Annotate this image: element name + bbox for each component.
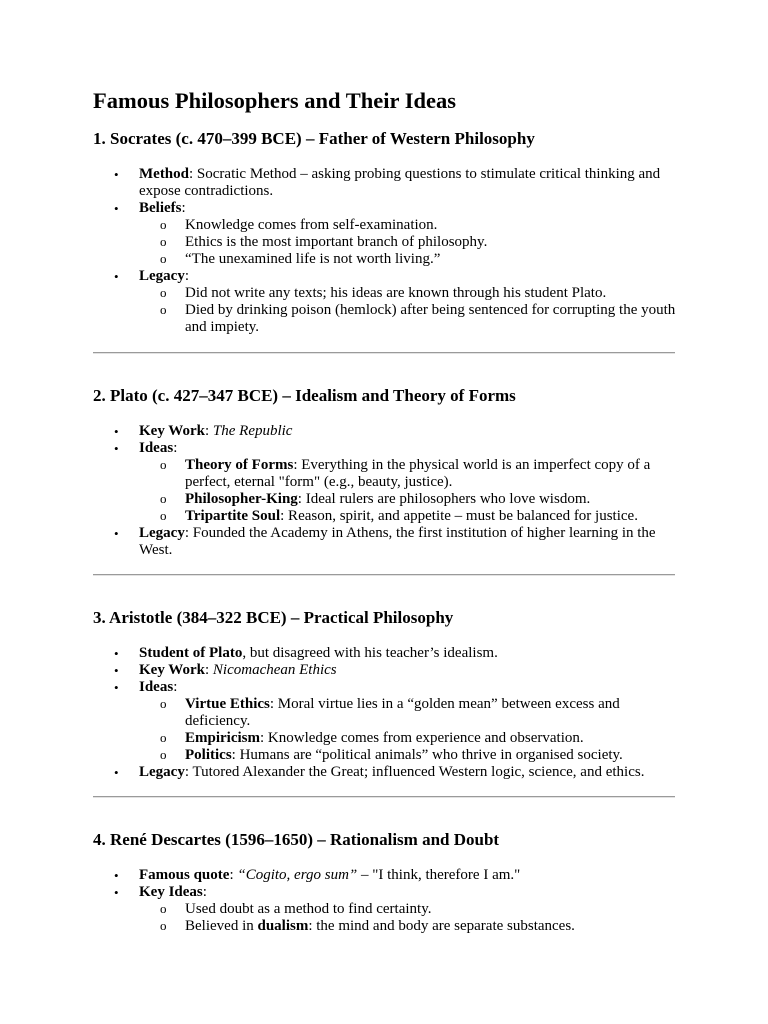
item-label: Famous quote [139, 867, 230, 883]
item-label: Key Ideas [139, 884, 203, 900]
sub-list-item [138, 302, 683, 336]
list-item [93, 645, 683, 662]
list-item [93, 525, 683, 559]
item-text: : [173, 440, 178, 456]
list-item [93, 764, 683, 781]
section-heading-socrates: 1. Socrates (c. 470–399 BCE) – Father of Western Philosophy [93, 129, 535, 148]
item-text: , but disagreed with his teacher’s idealism. [242, 645, 498, 661]
item-text: : Reason, spirit, and appetite – must be balanced for justice. [280, 508, 638, 524]
sub-list-item [138, 457, 683, 491]
section-divider [93, 352, 675, 354]
sub-list-item [138, 901, 683, 918]
item-label: Virtue Ethics [185, 696, 270, 712]
page-title: Famous Philosophers and Their Ideas [93, 88, 456, 113]
item-label: Tripartite Soul [185, 508, 281, 524]
item-text: : [184, 268, 189, 284]
item-text: Ethics is the most important branch of philosophy. [185, 234, 488, 250]
sub-list-item [138, 491, 683, 508]
item-text: Believed in [185, 918, 258, 934]
work-title: Nicomachean Ethics [212, 662, 337, 678]
item-text: : Socratic Method – asking probing questions to stimulate critical thinking and expose contradictions. [139, 166, 661, 199]
list-item [93, 268, 683, 336]
sub-list-item [138, 285, 683, 302]
item-text: – "I think, therefore I am." [357, 867, 521, 883]
sub-list-item [138, 508, 683, 525]
list-item [93, 166, 683, 200]
work-title: The Republic [212, 423, 293, 439]
item-text: : Knowledge comes from experience and observation. [260, 730, 584, 746]
item-text: Did not write any texts; his ideas are known through his student Plato. [185, 285, 607, 301]
section-heading-plato: 2. Plato (c. 427–347 BCE) – Idealism and Theory of Forms [93, 386, 516, 405]
item-label: Politics [185, 747, 232, 763]
section-list-descartes [93, 867, 683, 935]
item-label: Beliefs [139, 200, 182, 216]
item-label: Ideas [139, 679, 174, 695]
item-text: : [173, 679, 178, 695]
list-item [93, 423, 683, 440]
quote-text: “Cogito, ergo sum” [237, 867, 358, 883]
item-text: : [202, 884, 207, 900]
item-text: Knowledge comes from self-examination. [185, 217, 438, 233]
item-text: : Founded the Academy in Athens, the first institution of higher learning in the West. [139, 525, 656, 558]
item-text: : Moral virtue lies in a “golden mean” between excess and deficiency. [185, 696, 620, 729]
sub-list-item [138, 251, 683, 268]
item-text: : Ideal rulers are philosophers who love wisdom. [297, 491, 591, 507]
item-text: : [181, 200, 186, 216]
list-item [93, 200, 683, 268]
item-text: Used doubt as a method to find certainty. [185, 901, 432, 917]
list-item [93, 867, 683, 884]
sub-list-item [138, 747, 683, 764]
section-divider [93, 574, 675, 576]
item-label: Philosopher-King [185, 491, 298, 507]
section-divider [93, 796, 675, 798]
item-text: : [229, 867, 238, 883]
section-heading-descartes: 4. René Descartes (1596–1650) – Rationalism and Doubt [93, 830, 500, 849]
section-list-socrates [93, 166, 683, 336]
section-list-plato [93, 423, 683, 559]
item-label: Legacy [139, 764, 185, 780]
item-label: Key Work [139, 662, 205, 678]
item-text: : the mind and body are separate substances. [308, 918, 575, 934]
sub-list-item [138, 918, 683, 935]
sub-list-item [138, 217, 683, 234]
sub-list-item [138, 696, 683, 730]
section-heading-aristotle: 3. Aristotle (384–322 BCE) – Practical Philosophy [93, 608, 454, 627]
item-text: : Everything in the physical world is an imperfect copy of a perfect, eternal "form" (e.g., beauty, justice). [185, 457, 651, 490]
list-item [93, 679, 683, 764]
list-item [93, 884, 683, 935]
item-text: : Tutored Alexander the Great; influenced Western logic, science, and ethics. [184, 764, 645, 780]
item-text: : [204, 662, 213, 678]
item-label: dualism [257, 918, 309, 934]
list-item [93, 440, 683, 525]
item-label: Theory of Forms [185, 457, 294, 473]
item-label: Method [139, 166, 189, 182]
item-label: Key Work [139, 423, 205, 439]
list-item [93, 662, 683, 679]
item-label: Ideas [139, 440, 174, 456]
item-text: : Humans are “political animals” who thrive in organised society. [231, 747, 623, 763]
item-text: “The unexamined life is not worth living.” [185, 251, 441, 267]
item-label: Legacy [139, 525, 185, 541]
section-list-aristotle [93, 645, 683, 781]
item-text: Died by drinking poison (hemlock) after being sentenced for corrupting the youth and impiety. [185, 302, 676, 335]
item-text: : [204, 423, 213, 439]
item-label: Student of Plato [139, 645, 243, 661]
sub-list-item [138, 234, 683, 251]
sub-list-item [138, 730, 683, 747]
item-label: Empiricism [185, 730, 260, 746]
item-label: Legacy [139, 268, 185, 284]
